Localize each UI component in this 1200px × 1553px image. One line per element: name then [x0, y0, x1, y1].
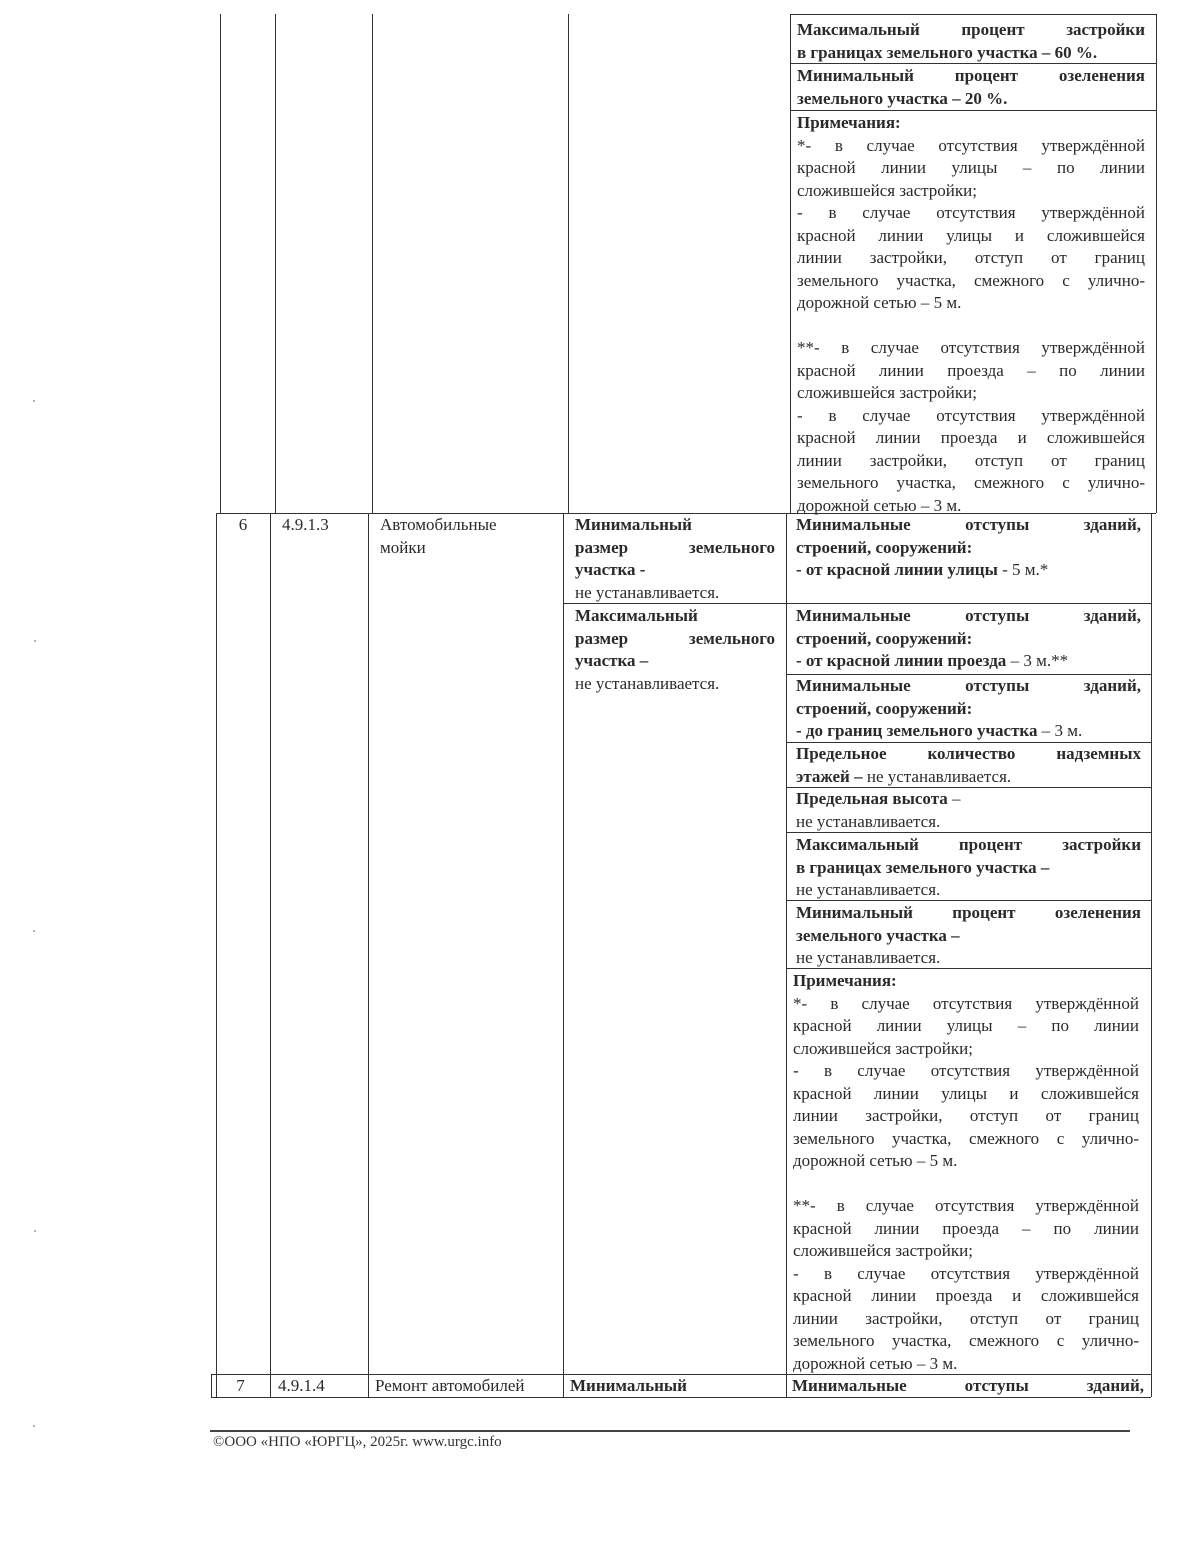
min-size-word-land: земельного: [688, 537, 775, 557]
coverage-row6-line-1: Максимальный процент застройки: [796, 835, 1141, 854]
floors-cell: [796, 743, 1141, 788]
indent-drive-line-1: Минимальные отступы зданий,: [796, 606, 1141, 625]
row6-number: 6: [238, 515, 248, 534]
max-size-line-4: не устанавливается.: [575, 673, 720, 693]
indent-border-line-1: Минимальные отступы зданий,: [796, 676, 1141, 695]
indent-street-bold: - от красной линии улицы: [796, 560, 998, 579]
notes-line: земельного участка, смежного с улично-: [797, 270, 1145, 290]
row7-name: Ремонт автомобилей: [375, 1376, 525, 1395]
notes-line: красной линии улицы и сложившейся: [797, 225, 1145, 245]
notes-line: земельного участка, смежного с улично-: [793, 1331, 1139, 1350]
min-size-line-2: [575, 537, 775, 560]
max-size-line-2: [575, 628, 775, 651]
coverage-line-1: Максимальный процент застройки: [797, 20, 1145, 39]
notes-line: сложившейся застройки;: [793, 1241, 973, 1260]
notes-line: **- в случае отсутствия утверждённой: [793, 1196, 1139, 1215]
floors-line-2: [796, 766, 1141, 789]
notes-line: красной линии улицы и сложившейся: [793, 1083, 1139, 1103]
notes-heading: Примечания:: [797, 113, 901, 132]
notes-line: красной линии улицы – по линии: [793, 1016, 1139, 1035]
height-dash: –: [947, 789, 961, 808]
notes-row6-body: [793, 993, 1139, 1376]
coverage-row6-line-3: не устанавливается.: [796, 880, 941, 899]
indent-border-line-2: строений, сооружений:: [796, 698, 973, 718]
indent-street-line-3: [796, 559, 1141, 582]
notes-line: линии застройки, отступ от границ: [797, 248, 1145, 267]
min-size-word-size: размер: [575, 537, 629, 557]
notes-cell-upper: [797, 112, 1145, 517]
indent-border-bold: - до границ земельного участка: [796, 721, 1038, 740]
notes-line: сложившейся застройки;: [793, 1038, 973, 1058]
height-cell: [796, 788, 1141, 833]
height-line-1: [796, 788, 1141, 811]
notes-line: *- в случае отсутствия утверждённой: [793, 993, 1139, 1013]
floors-line-1: Предельное количество надземных: [796, 744, 1141, 763]
notes-line: земельного участка, смежного с улично-: [797, 473, 1145, 492]
floors-value: не устанавливается.: [862, 766, 1012, 786]
greening-cell-row6: [796, 902, 1141, 970]
notes-line: сложившейся застройки;: [797, 180, 977, 200]
indent-drive-line-2: строений, сооружений:: [796, 628, 973, 648]
floors-bold: этажей –: [796, 766, 863, 786]
indent-street-line-2: строений, сооружений:: [796, 537, 973, 557]
indent-street-line-1: Минимальные отступы зданий,: [796, 515, 1141, 534]
row6-name-line-1: Автомобильные: [380, 515, 497, 534]
greening-cell: [797, 65, 1145, 110]
greening-line-1: Минимальный процент озеленения: [797, 66, 1145, 85]
indent-street-value: - 5 м.*: [997, 560, 1049, 579]
max-size-line-1: Максимальный: [575, 606, 698, 625]
max-size-word-land: земельного: [688, 628, 775, 648]
greening-row6-line-2: земельного участка –: [796, 925, 960, 945]
notes-line: - в случае отсутствия утверждённой: [797, 405, 1145, 425]
min-size-line-3: участка -: [575, 560, 646, 579]
notes-line: *- в случае отсутствия утверждённой: [797, 135, 1145, 155]
row7-min-size: Минимальный: [570, 1376, 687, 1395]
row6-code: 4.9.1.3: [282, 515, 329, 534]
min-size-line-4: не устанавливается.: [575, 582, 720, 602]
notes-line: - в случае отсутствия утверждённой: [797, 203, 1145, 222]
indent-drive-line-3: [796, 650, 1141, 673]
row7-indent-line: Минимальные отступы зданий,: [792, 1376, 1144, 1395]
notes-line: дорожной сетью – 3 м.: [793, 1353, 958, 1373]
notes-line: сложившейся застройки;: [797, 383, 977, 402]
notes-cell-row6: [793, 970, 1139, 1375]
coverage-cell: [797, 19, 1145, 64]
notes-line: линии застройки, отступ от границ: [797, 450, 1145, 470]
indent-drive-cell: [796, 605, 1141, 673]
notes-line: красной линии проезда и сложившейся: [797, 428, 1145, 447]
notes-line: красной линии улицы – по линии: [797, 158, 1145, 177]
greening-row6-line-1: Минимальный процент озеленения: [796, 903, 1141, 922]
indent-street-cell: [796, 514, 1141, 582]
max-size-line-3: участка –: [575, 651, 649, 670]
notes-line: красной линии проезда – по линии: [797, 360, 1145, 380]
notes-line: линии застройки, отступ от границ: [793, 1308, 1139, 1328]
notes-line: - в случае отсутствия утверждённой: [793, 1061, 1139, 1080]
max-size-word-size: размер: [575, 628, 629, 648]
notes-body: [797, 135, 1145, 518]
row6-max-size: [575, 605, 775, 695]
notes-line: земельного участка, смежного с улично-: [793, 1128, 1139, 1148]
indent-border-cell: [796, 675, 1141, 743]
min-size-line-1: Минимальный: [575, 515, 692, 534]
notes-line: дорожной сетью – 5 м.: [797, 293, 962, 312]
indent-drive-bold: - от красной линии проезда: [796, 651, 1007, 670]
greening-row6-line-3: не устанавливается.: [796, 948, 941, 967]
row7-indent: [792, 1375, 1144, 1398]
notes-line: дорожной сетью – 5 м.: [793, 1151, 958, 1170]
row6-min-size: [575, 514, 775, 604]
notes-blank-line: [793, 1173, 1139, 1196]
height-line-2: не устанавливается.: [796, 811, 941, 831]
row7-code: 4.9.1.4: [278, 1376, 325, 1395]
height-bold: Предельная высота: [796, 789, 948, 808]
notes-blank-line: [797, 315, 1145, 338]
notes-line: - в случае отсутствия утверждённой: [793, 1263, 1139, 1283]
row7-number: 7: [236, 1376, 245, 1395]
footer-text: ©ООО «НПО «ЮРГЦ», 2025г. www.urgc.info: [213, 1434, 502, 1450]
footer-rule: [210, 1430, 1130, 1432]
row6-name: [380, 514, 560, 559]
notes-line: дорожной сетью – 3 м.: [797, 495, 962, 515]
notes-line: красной линии проезда – по линии: [793, 1218, 1139, 1238]
coverage-row6-line-2: в границах земельного участка –: [796, 857, 1050, 877]
notes-line: линии застройки, отступ от границ: [793, 1106, 1139, 1125]
indent-border-line-3: [796, 720, 1141, 743]
greening-line-2: земельного участка – 20 %.: [797, 88, 1008, 108]
notes-line: **- в случае отсутствия утверждённой: [797, 338, 1145, 357]
row6-name-line-2: мойки: [380, 537, 426, 557]
coverage-cell-row6: [796, 834, 1141, 902]
indent-border-value: – 3 м.: [1037, 721, 1083, 740]
notes-row6-heading: Примечания:: [793, 971, 897, 990]
notes-line: красной линии проезда и сложившейся: [793, 1286, 1139, 1305]
coverage-line-2: в границах земельного участка – 60 %.: [797, 42, 1098, 62]
indent-drive-value: – 3 м.**: [1006, 651, 1069, 670]
